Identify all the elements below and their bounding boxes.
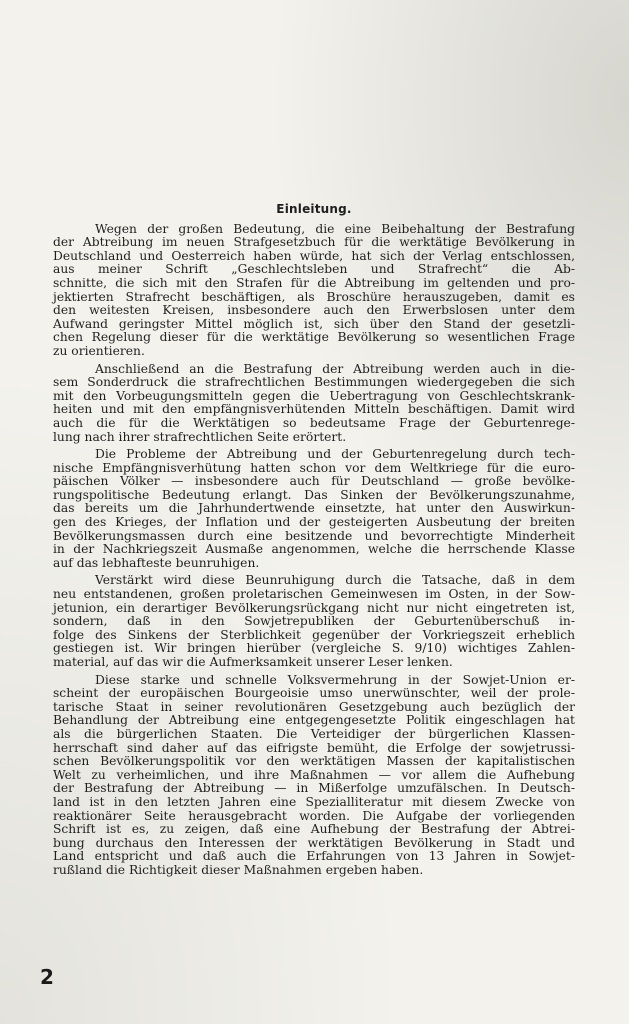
text-line: herrschaft sind daher auf das eifrigste bemüht, die Erfolge der sowjetrussi- — [53, 740, 575, 755]
text-line: material, auf das wir die Aufmerksamkeit unserer Leser lenken. — [53, 655, 453, 669]
text-line: auch die für die Werktätigen so bedeutsame Frage der Geburtenrege- — [53, 415, 575, 430]
text-line: schnitte, die sich mit den Strafen für die Abtreibung im geltenden und pro- — [53, 275, 575, 290]
text-line: mit den Vorbeugungsmitteln gegen die Uebertragung von Geschlechtskrank- — [53, 388, 575, 403]
text-line: rungspolitische Bedeutung erlangt. Das Sinken der Bevölkerungszunahme, — [53, 487, 575, 502]
body-text — [53, 203, 575, 882]
text-line: lung nach ihrer strafrechtlichen Seite erörtert. — [53, 429, 347, 444]
text-line: tarische Staat in seiner revolutionären Gesetzgebung auch bezüglich der — [53, 699, 575, 714]
text-line: päischen Völker — insbesondere auch für Deutschland — große bevölke- — [53, 474, 575, 489]
text-line: aus meiner Schrift „Geschlechtsleben und Strafrecht“ die Ab- — [53, 262, 575, 277]
text-line: den weitesten Kreisen, insbesondere auch den Erwerbslosen unter dem — [53, 303, 575, 318]
text-line: Behandlung der Abtreibung eine entgegengesetzte Politik eingeschlagen hat — [53, 713, 575, 728]
text-line: neu entstandenen, großen proletarischen Gemeinwesen im Osten, in der Sow- — [53, 587, 575, 602]
text-line: bung durchaus den Interessen der werktätigen Bevölkerung in Stadt und — [53, 835, 575, 850]
text-line: als die bürgerlichen Staaten. Die Verteidiger der bürgerlichen Klassen- — [53, 726, 575, 741]
text-line: Wegen der großen Bedeutung, die eine Beibehaltung der Bestrafung — [95, 221, 575, 236]
text-line: Bevölkerungsmassen durch eine besitzende und bevorrechtigte Minderheit — [53, 528, 575, 543]
text-line: der Abtreibung im neuen Strafgesetzbuch für die werktätige Bevölkerung in — [53, 235, 575, 250]
text-line: Deutschland und Oesterreich haben würde, hat sich der Verlag entschlossen, — [53, 248, 575, 263]
text-line: in der Nachkriegszeit Ausmaße angenommen, welche die herrschende Klasse — [53, 542, 575, 557]
text-line: Aufwand geringster Mittel möglich ist, sich über den Stand der gesetzli- — [53, 316, 575, 331]
section-heading: Einleitung. — [276, 202, 352, 216]
text-line: Welt zu verheimlichen, und ihre Maßnahmen — vor allem die Aufhebung — [53, 767, 575, 782]
paragraph-5 — [53, 674, 575, 878]
text-line: land ist in den letzten Jahren eine Spezialliteratur mit diesem Zwecke von — [53, 794, 575, 809]
text-line: Diese starke und schnelle Volksvermehrung in der Sowjet-Union er- — [95, 672, 575, 687]
paragraph-1 — [53, 223, 575, 359]
text-line: schen Bevölkerungspolitik vor den werktätigen Massen der kapitalistischen — [53, 754, 575, 769]
text-line: chen Regelung dieser für die werktätige Bevölkerung so wesentlichen Frage — [53, 330, 575, 345]
text-line: Schrift ist es, zu zeigen, daß eine Aufhebung der Bestrafung der Abtrei- — [53, 822, 575, 837]
text-line: scheint der europäischen Bourgeoisie umso unerwünschter, weil der prole- — [53, 686, 575, 701]
page-number: 2 — [40, 965, 54, 989]
text-line: Land entspricht und daß auch die Erfahrungen von 13 Jahren in Sowjet- — [53, 849, 575, 864]
paragraph-4 — [53, 574, 575, 669]
text-line: auf das lebhafteste beunruhigen. — [53, 555, 260, 570]
text-line: gen des Krieges, der Inflation und der gesteigerten Ausbeutung der breiten — [53, 515, 575, 530]
paragraph-2 — [53, 363, 575, 445]
text-line: der Bestrafung der Abtreibung — in Mißerfolge umzufälschen. In Deutsch- — [53, 781, 575, 796]
text-line: folge des Sinkens der Sterblichkeit gegenüber der Vorkriegszeit erheblich — [53, 627, 575, 642]
text-line: jektierten Strafrecht beschäftigen, als Broschüre herauszugeben, damit es — [53, 289, 575, 304]
paragraph-3 — [53, 448, 575, 570]
text-line: sem Sonderdruck die strafrechtlichen Bestimmungen wiedergegeben die sich — [53, 375, 575, 390]
text-line: rußland die Richtigkeit dieser Maßnahmen ergeben haben. — [53, 862, 424, 877]
text-line: jetunion, ein derartiger Bevölkerungsrückgang nicht nur nicht eingetreten ist, — [53, 600, 575, 615]
text-line: heiten und mit den empfängnisverhütenden Mitteln beschäftigen. Damit wird — [53, 402, 575, 417]
text-line: nische Empfängnisverhütung hatten schon vor dem Weltkriege für die euro- — [53, 460, 575, 475]
text-line: das bereits um die Jahrhundertwende einsetzte, hat unter den Auswirkun- — [53, 501, 575, 516]
text-line: sondern, daß in den Sowjetrepubliken der Geburtenüberschuß in- — [53, 614, 575, 629]
text-line: Verstärkt wird diese Beunruhigung durch die Tatsache, daß in dem — [95, 573, 575, 588]
text-line: reaktionärer Seite herausgebracht worden. Die Aufgabe der vorliegenden — [53, 808, 575, 823]
text-line: Anschließend an die Bestrafung der Abtreibung werden auch in die- — [95, 361, 575, 376]
text-line: Die Probleme der Abtreibung und der Geburtenregelung durch tech- — [95, 447, 575, 462]
text-line: gestiegen ist. Wir bringen hierüber (vergleiche S. 9/10) wichtiges Zahlen- — [53, 641, 575, 656]
text-line: zu orientieren. — [53, 343, 145, 358]
